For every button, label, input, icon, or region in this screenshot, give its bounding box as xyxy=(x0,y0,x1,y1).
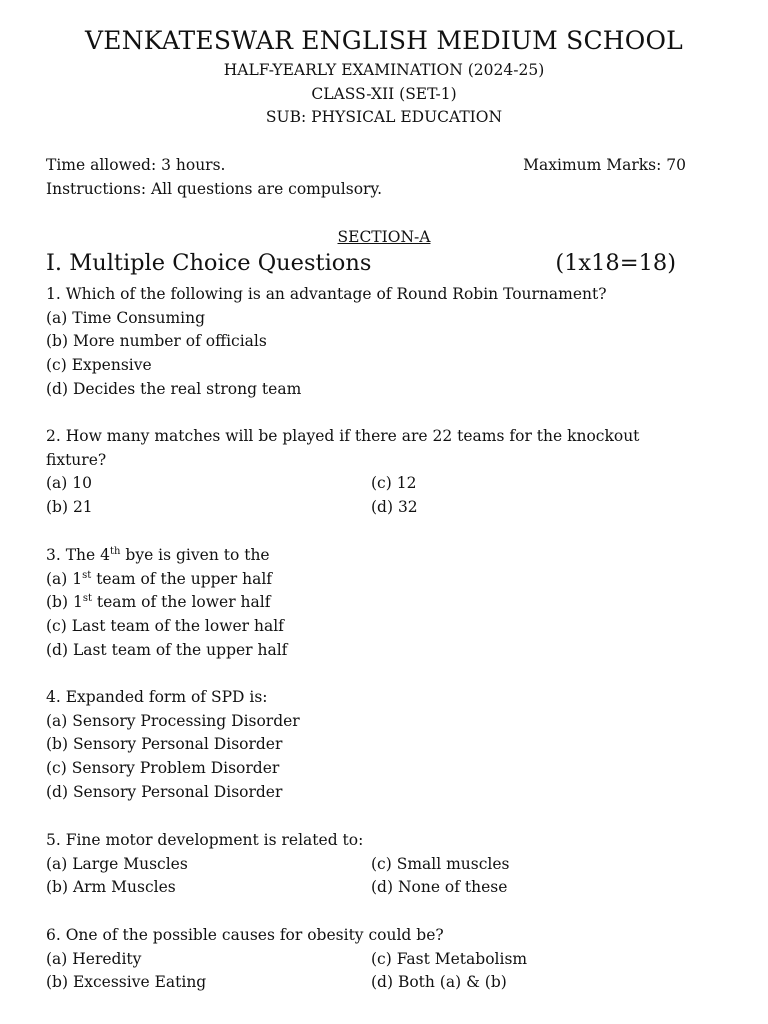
option-d: (d) None of these xyxy=(371,878,508,897)
option-a: (a) 1st team of the upper half xyxy=(46,569,273,588)
school-name: VENKATESWAR ENGLISH MEDIUM SCHOOL xyxy=(85,26,683,55)
section-label: SECTION-A xyxy=(337,228,431,246)
option-b: (b) Excessive Eating xyxy=(46,973,207,992)
question-text: 4. Expanded form of SPD is: xyxy=(46,688,268,706)
option-c: (c) Last team of the lower half xyxy=(46,617,284,636)
option-d: (d) Last team of the upper half xyxy=(46,640,288,659)
option-c: (c) 12 xyxy=(371,474,417,493)
options-grid xyxy=(46,472,686,519)
option-d: (d) Decides the real strong team xyxy=(46,379,302,398)
question-6 xyxy=(46,924,706,995)
option-d: (d) Both (a) & (b) xyxy=(371,973,507,992)
option-d: (d) 32 xyxy=(371,498,418,517)
question-2 xyxy=(46,425,686,520)
question-1 xyxy=(46,283,706,402)
option-b: (b) 21 xyxy=(46,498,93,517)
option-b: (b) More number of officials xyxy=(46,332,267,351)
option-c: (c) Sensory Problem Disorder xyxy=(46,759,280,778)
maximum-marks: Maximum Marks: 70 xyxy=(523,156,686,174)
option-c: (c) Small muscles xyxy=(371,854,510,873)
option-c: (c) Fast Metabolism xyxy=(371,949,528,968)
class-label: CLASS-XII (SET-1) xyxy=(311,85,457,103)
option-a: (a) Sensory Processing Disorder xyxy=(46,711,300,730)
subject-label: SUB: PHYSICAL EDUCATION xyxy=(265,108,503,126)
option-c: (c) Expensive xyxy=(46,356,152,375)
option-b: (b) Sensory Personal Disorder xyxy=(46,735,283,754)
question-text: 5. Fine motor development is related to: xyxy=(46,831,364,849)
question-5 xyxy=(46,829,706,900)
option-a: (a) Time Consuming xyxy=(46,308,206,327)
option-d: (d) Sensory Personal Disorder xyxy=(46,782,283,801)
option-b: (b) Arm Muscles xyxy=(46,878,176,897)
question-text: 1. Which of the following is an advantage of Round Robin Tournament? xyxy=(46,285,607,303)
question-text: 3. The 4th bye is given to the xyxy=(46,545,270,564)
mcq-marks: (1x18=18) xyxy=(555,250,676,276)
options-grid xyxy=(46,853,706,900)
instructions: Instructions: All questions are compulsory. xyxy=(46,180,383,198)
time-allowed: Time allowed: 3 hours. xyxy=(46,156,226,174)
question-text: 2. How many matches will be played if there are 22 teams for the knockout fixture? xyxy=(46,427,640,469)
question-4 xyxy=(46,686,706,805)
options-grid xyxy=(46,948,706,995)
option-a: (a) Large Muscles xyxy=(46,854,188,873)
question-3 xyxy=(46,544,706,663)
mcq-heading xyxy=(46,250,676,276)
question-text: 6. One of the possible causes for obesity could be? xyxy=(46,926,444,944)
exam-title: HALF-YEARLY EXAMINATION (2024-25) xyxy=(223,61,545,79)
mcq-heading-text: I. Multiple Choice Questions xyxy=(46,250,372,276)
option-a: (a) 10 xyxy=(46,474,92,493)
option-b: (b) 1st team of the lower half xyxy=(46,593,271,612)
option-a: (a) Heredity xyxy=(46,949,142,968)
